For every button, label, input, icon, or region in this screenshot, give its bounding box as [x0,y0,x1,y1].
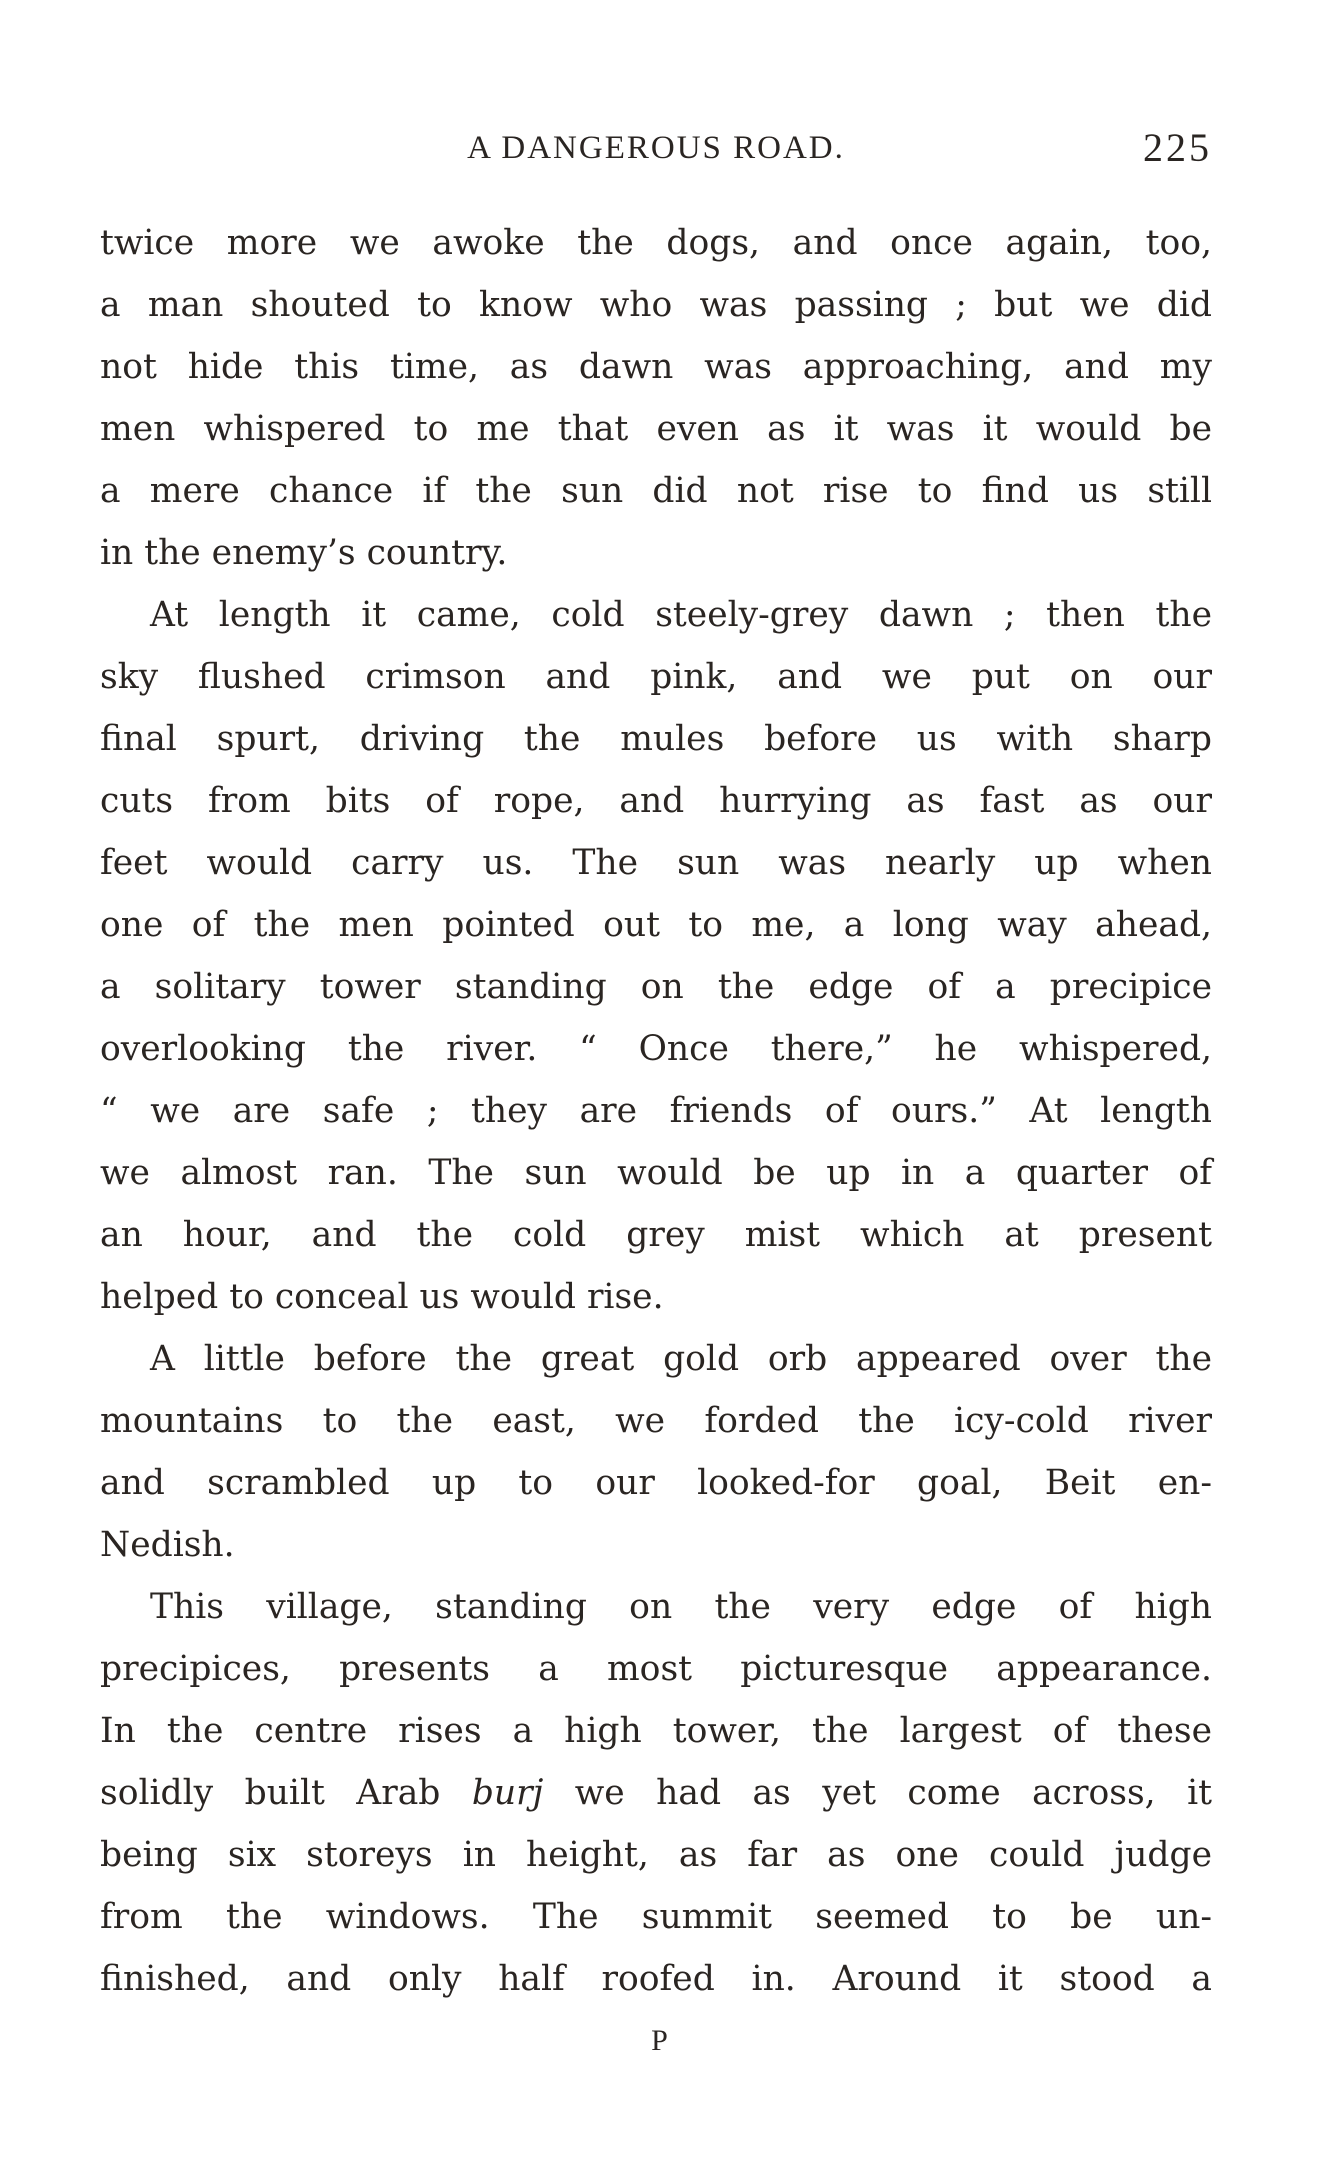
text-line: overlooking the river. “ Once there,” he whispered, [100,1029,1212,1069]
text-line: a solitary tower standing on the edge of a precipice [100,967,1212,1007]
running-head [100,124,1212,172]
text-line: A little before the great gold orb appeared over the [150,1339,1212,1379]
text-line: Nedish. [100,1525,235,1565]
text-line: being six storeys in height, as far as one could judge [100,1835,1212,1875]
italic-term: burj [471,1773,544,1813]
page-number: 225 [1143,125,1212,170]
paragraph-3 [100,1328,1212,1576]
text-line: in the enemy’s country. [100,533,508,573]
text-line: precipices, presents a most picturesque appearance. [100,1649,1212,1689]
text-line: men whispered to me that even as it was it would be [100,409,1212,449]
paragraph-4 [100,1576,1212,2010]
text-line: we almost ran. The sun would be up in a quarter of [100,1153,1212,1193]
text-line: not hide this time, as dawn was approaching, and my [100,347,1212,387]
text-line: from the windows. The summit seemed to be un- [100,1897,1212,1937]
paragraph-2 [100,584,1212,1328]
text-fragment: solidly built Arab [100,1773,472,1813]
text-fragment: we had as yet come across, it [543,1773,1212,1813]
text-line: an hour, and the cold grey mist which at present [100,1215,1212,1255]
text-line: At length it came, cold steely-grey dawn ; then the [150,595,1212,635]
text-line: helped to conceal us would rise. [100,1277,664,1317]
text-line: a man shouted to know who was passing ; but we did [100,285,1212,325]
text-line: twice more we awoke the dogs, and once again, too, [100,223,1212,263]
text-line: and scrambled up to our looked-for goal, Beit en- [100,1463,1212,1503]
text-line: mountains to the east, we forded the icy-cold river [100,1401,1212,1441]
text-line: finished, and only half roofed in. Around it stood a [100,1959,1212,1999]
text-line: a mere chance if the sun did not rise to find us still [100,471,1212,511]
text-line: feet would carry us. The sun was nearly up when [100,843,1212,883]
paragraph-1 [100,212,1212,584]
text-line: cuts from bits of rope, and hurrying as fast as our [100,781,1212,821]
running-title: A DANGEROUS ROAD. [467,130,845,166]
text-line: In the centre rises a high tower, the largest of these [100,1711,1212,1751]
text-line: sky flushed crimson and pink, and we put on our [100,657,1212,697]
text-line: final spurt, driving the mules before us with sharp [100,719,1212,759]
text-line: one of the men pointed out to me, a long way ahead, [100,905,1212,945]
text-line-with-italic [100,1762,1212,1824]
signature-mark: P [651,2024,669,2057]
body-text [100,212,1212,2010]
text-line: “ we are safe ; they are friends of ours.” At length [100,1091,1212,1131]
text-line: This village, standing on the very edge of high [150,1587,1212,1627]
